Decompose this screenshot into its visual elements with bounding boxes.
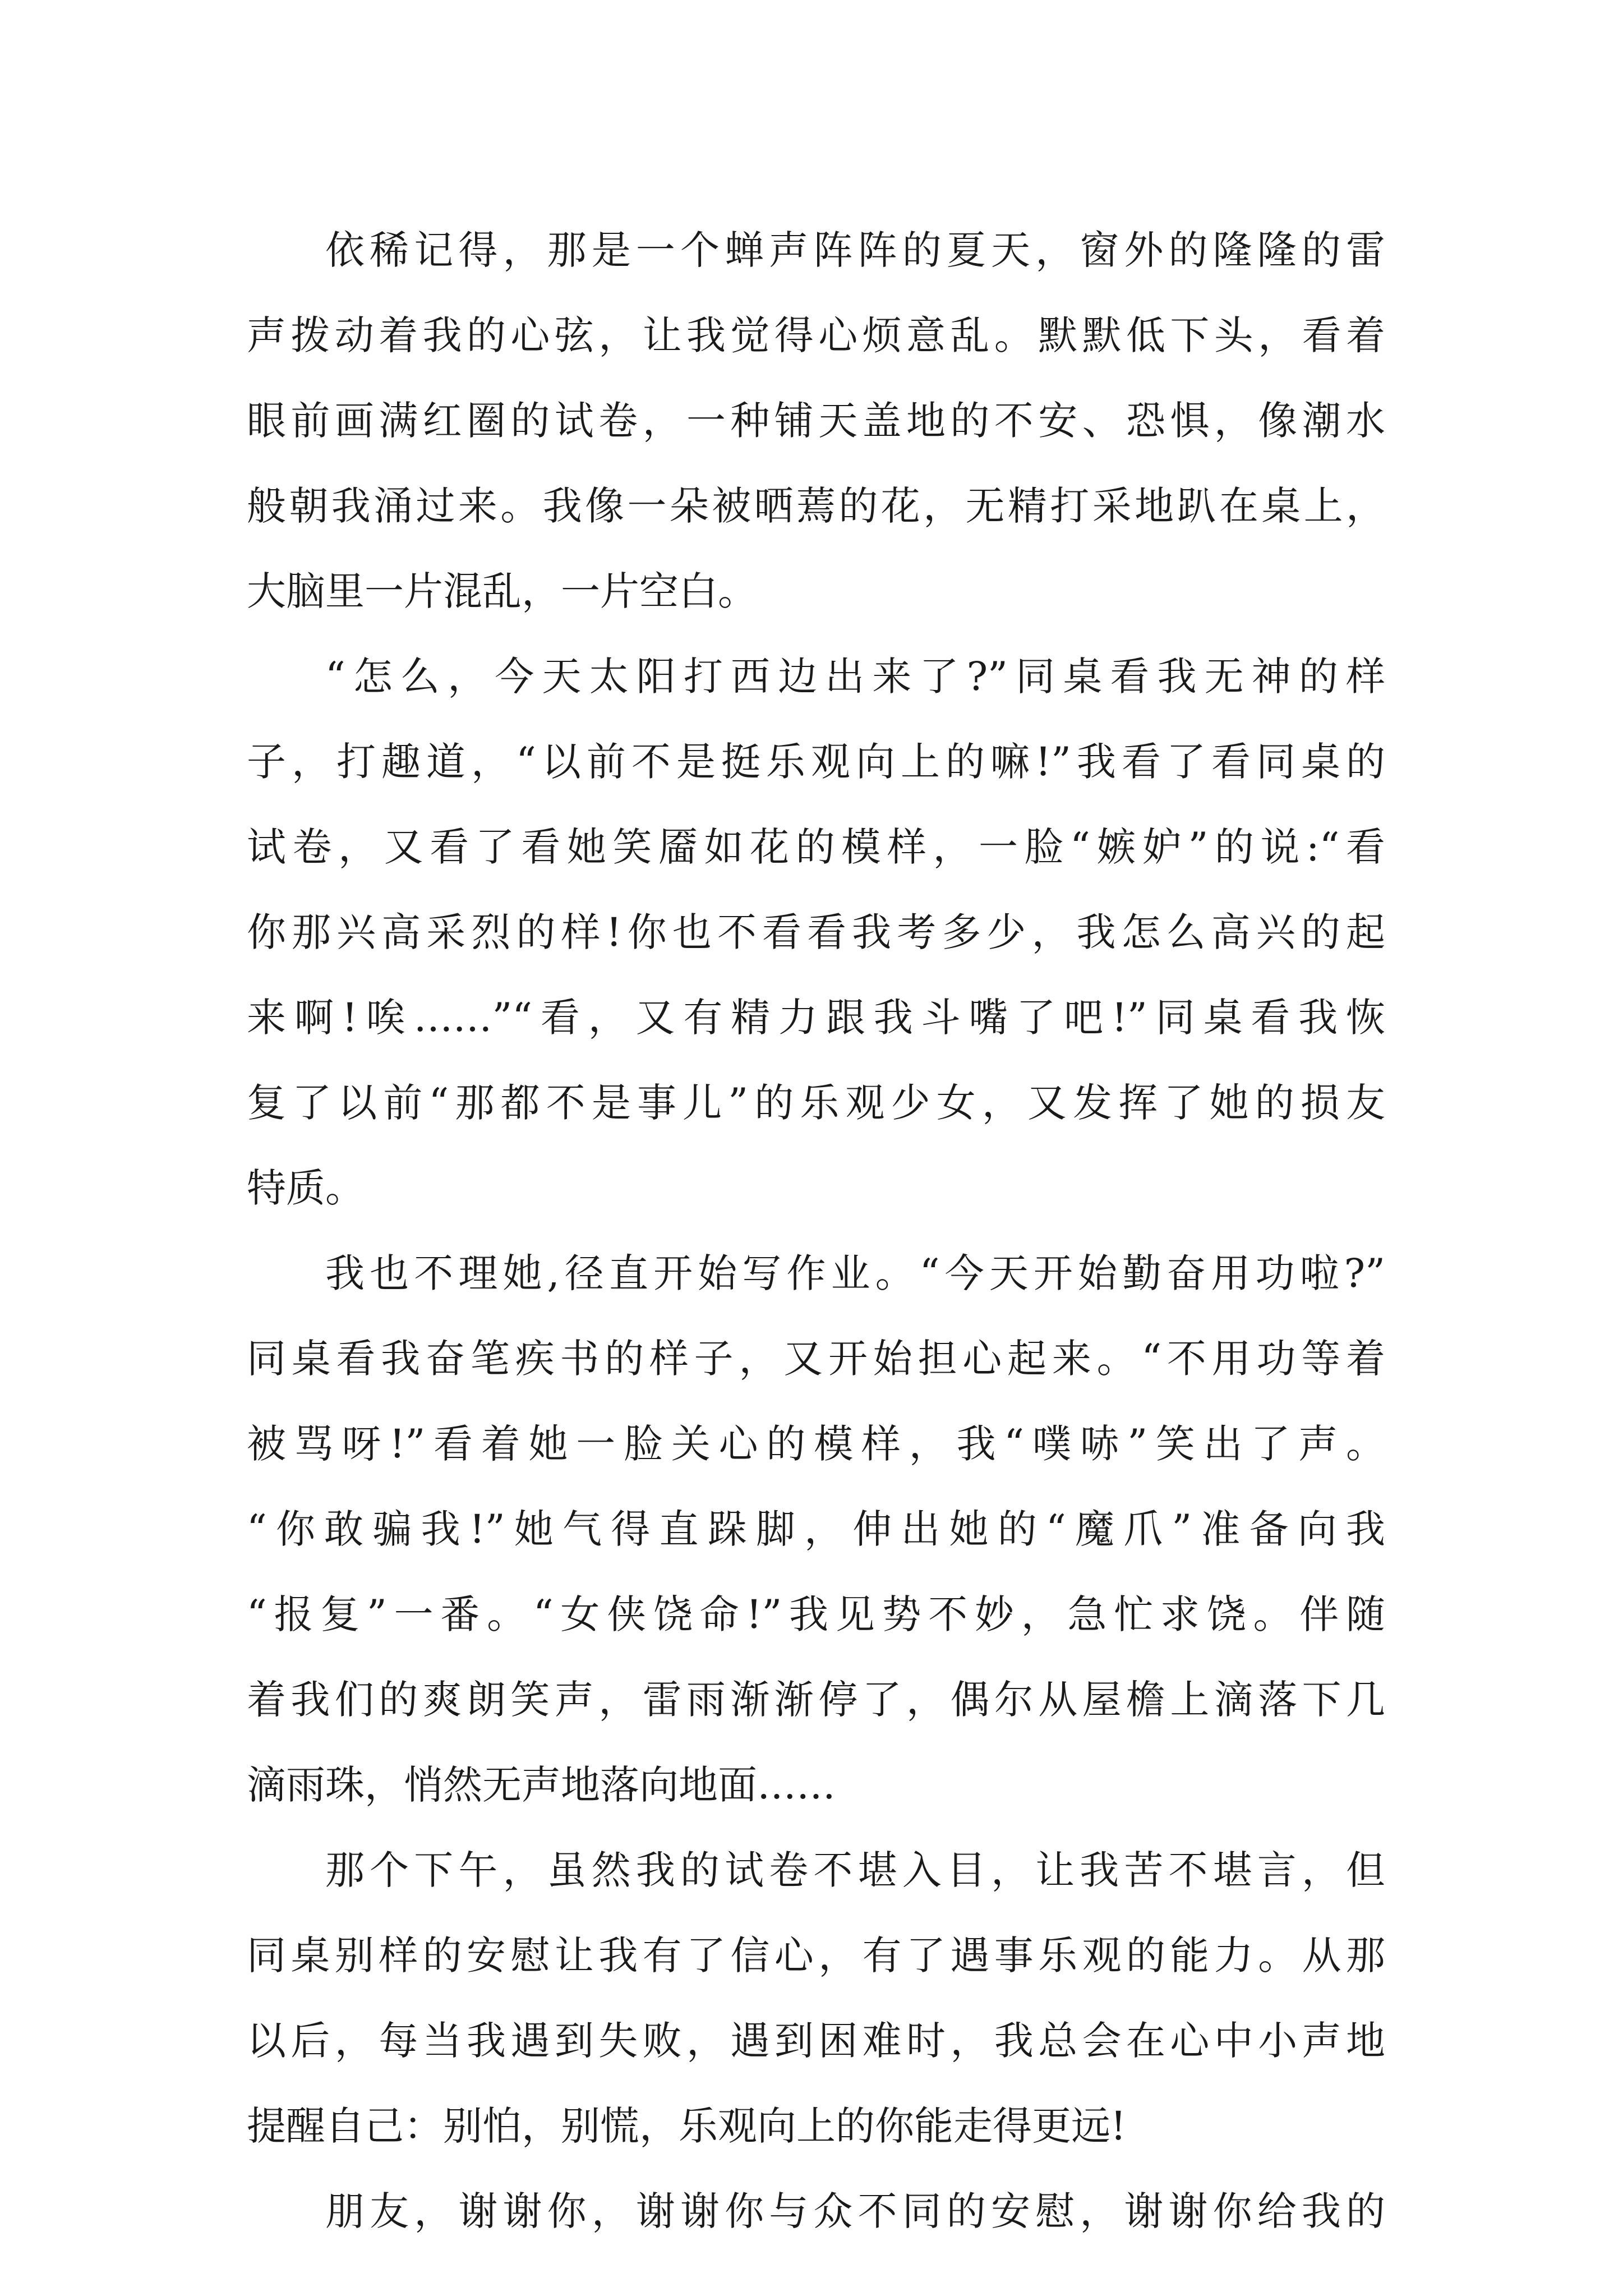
- paragraph-2-line-7: 特质。: [247, 1165, 365, 1211]
- paragraph-1-line-4: 般朝我涌过来。我像一朵被晒蔫的花，无精打采地趴在桌上，: [247, 483, 1385, 529]
- paragraph-3-line-2: 同桌看我奋笔疾书的样子，又开始担心起来。“不用功等着: [247, 1336, 1385, 1382]
- paragraph-4-line-1: 那个下午，虽然我的试卷不堪入目，让我苦不堪言，但: [325, 1847, 1385, 1893]
- paragraph-2-line-2: 子，打趣道，“以前不是挺乐观向上的嘛!”我看了看同桌的: [247, 739, 1385, 785]
- paragraph-1-line-3: 眼前画满红圈的试卷，一种铺天盖地的不安、恐惧，像潮水: [247, 398, 1385, 444]
- paragraph-1-line-2: 声拨动着我的心弦，让我觉得心烦意乱。默默低下头，看着: [247, 312, 1385, 358]
- paragraph-2-line-5: 来啊!唉……”“看，又有精力跟我斗嘴了吧!”同桌看我恢: [247, 995, 1385, 1041]
- paragraph-2-line-1: “怎么，今天太阳打西边出来了?”同桌看我无神的样: [325, 654, 1385, 700]
- paragraph-2-line-4: 你那兴高采烈的样!你也不看看我考多少，我怎么高兴的起: [247, 909, 1385, 955]
- paragraph-5-line-1: 朋友，谢谢你，谢谢你与众不同的安慰，谢谢你给我的: [325, 2188, 1385, 2234]
- paragraph-2-line-3: 试卷，又看了看她笑靥如花的模样，一脸“嫉妒”的说:“看: [247, 824, 1385, 870]
- paragraph-1-line-1: 依稀记得，那是一个蝉声阵阵的夏天，窗外的隆隆的雷: [325, 227, 1385, 273]
- paragraph-3-line-3: 被骂呀!”看着她一脸关心的模样，我“噗哧”笑出了声。: [247, 1421, 1385, 1467]
- paragraph-3-line-5: “报复”一番。“女侠饶命!”我见势不妙，急忙求饶。伴随: [247, 1591, 1385, 1637]
- paragraph-3-line-1: 我也不理她,径直开始写作业。“今天开始勤奋用功啦?”: [325, 1250, 1385, 1296]
- paragraph-3-line-7: 滴雨珠，悄然无声地落向地面……: [247, 1762, 836, 1808]
- paragraph-1-line-5: 大脑里一片混乱，一片空白。: [247, 568, 757, 614]
- essay-body: [247, 208, 1385, 2254]
- paragraph-4-line-4: 提醒自己：别怕，别慌，乐观向上的你能走得更远!: [247, 2103, 1127, 2149]
- paragraph-3-line-4: “你敢骗我!”她气得直跺脚，伸出她的“魔爪”准备向我: [247, 1506, 1385, 1552]
- paragraph-4-line-3: 以后，每当我遇到失败，遇到困难时，我总会在心中小声地: [247, 2018, 1385, 2064]
- paragraph-4-line-2: 同桌别样的安慰让我有了信心，有了遇事乐观的能力。从那: [247, 1932, 1385, 1978]
- paragraph-3-line-6: 着我们的爽朗笑声，雷雨渐渐停了，偶尔从屋檐上滴落下几: [247, 1677, 1385, 1723]
- paragraph-2-line-6: 复了以前“那都不是事儿”的乐观少女，又发挥了她的损友: [247, 1080, 1385, 1126]
